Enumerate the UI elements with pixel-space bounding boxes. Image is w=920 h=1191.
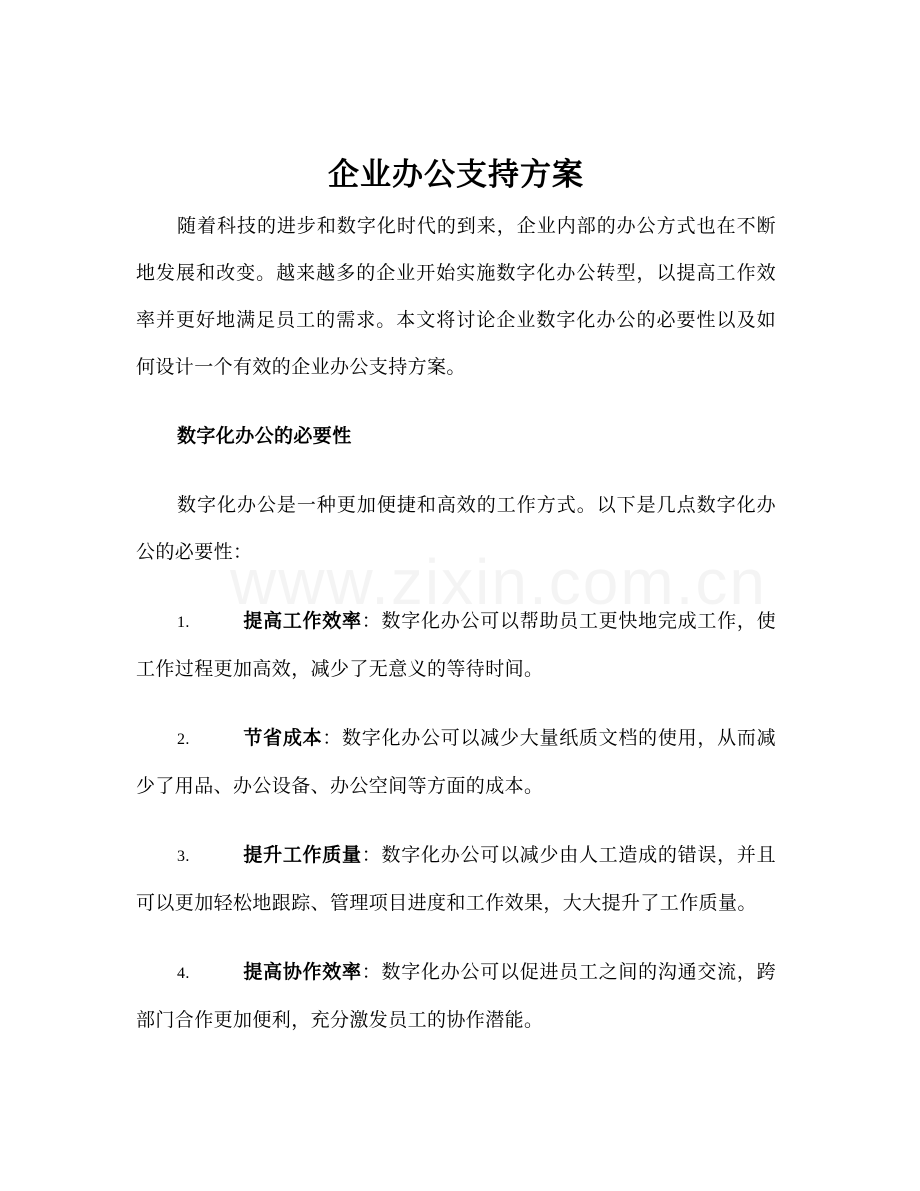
- list-term: 提升工作质量: [243, 844, 362, 866]
- list-number: 1.: [177, 614, 190, 631]
- list-item-3: [136, 832, 776, 927]
- list-item-4: [136, 949, 776, 1044]
- list-text: ：数字化办公可以减少大量纸质文档的使用，从而减少了用品、办公设备、办公空间等方面的成本。: [136, 727, 776, 797]
- document-title: 企业办公支持方案: [328, 157, 584, 193]
- list-number: 4.: [177, 965, 190, 982]
- document-content: [136, 150, 776, 1044]
- list-text: ：数字化办公可以帮助员工更快地完成工作，使工作过程更加高效，减少了无意义的等待时间。: [136, 610, 777, 680]
- intro-paragraph: 随着科技的进步和数字化时代的到来，企业内部的办公方式也在不断地发展和改变。越来越多的企业开始实施数字化办公转型，以提高工作效率并更好地满足员工的需求。本文将讨论企业数字化办公的必要性以及如何设计一个有效的企业办公支持方案。: [136, 215, 776, 378]
- list-term: 提高工作效率: [243, 610, 362, 632]
- list-item-1: [136, 598, 776, 693]
- list-number: 2.: [177, 731, 190, 748]
- list-text: ：数字化办公可以减少由人工造成的错误，并且可以更加轻松地跟踪、管理项目进度和工作效果，大大提升了工作质量。: [136, 844, 777, 914]
- list-number: 3.: [177, 848, 190, 865]
- list-term: 节省成本: [243, 727, 323, 749]
- list-text: ：数字化办公可以促进员工之间的沟通交流，跨部门合作更加便利，充分激发员工的协作潜能。: [136, 961, 777, 1031]
- list-item-2: [136, 715, 776, 810]
- section-heading: 数字化办公的必要性: [177, 425, 352, 447]
- list-term: 提高协作效率: [243, 961, 362, 983]
- section-intro-paragraph: 数字化办公是一种更加便捷和高效的工作方式。以下是几点数字化办公的必要性：: [136, 494, 776, 563]
